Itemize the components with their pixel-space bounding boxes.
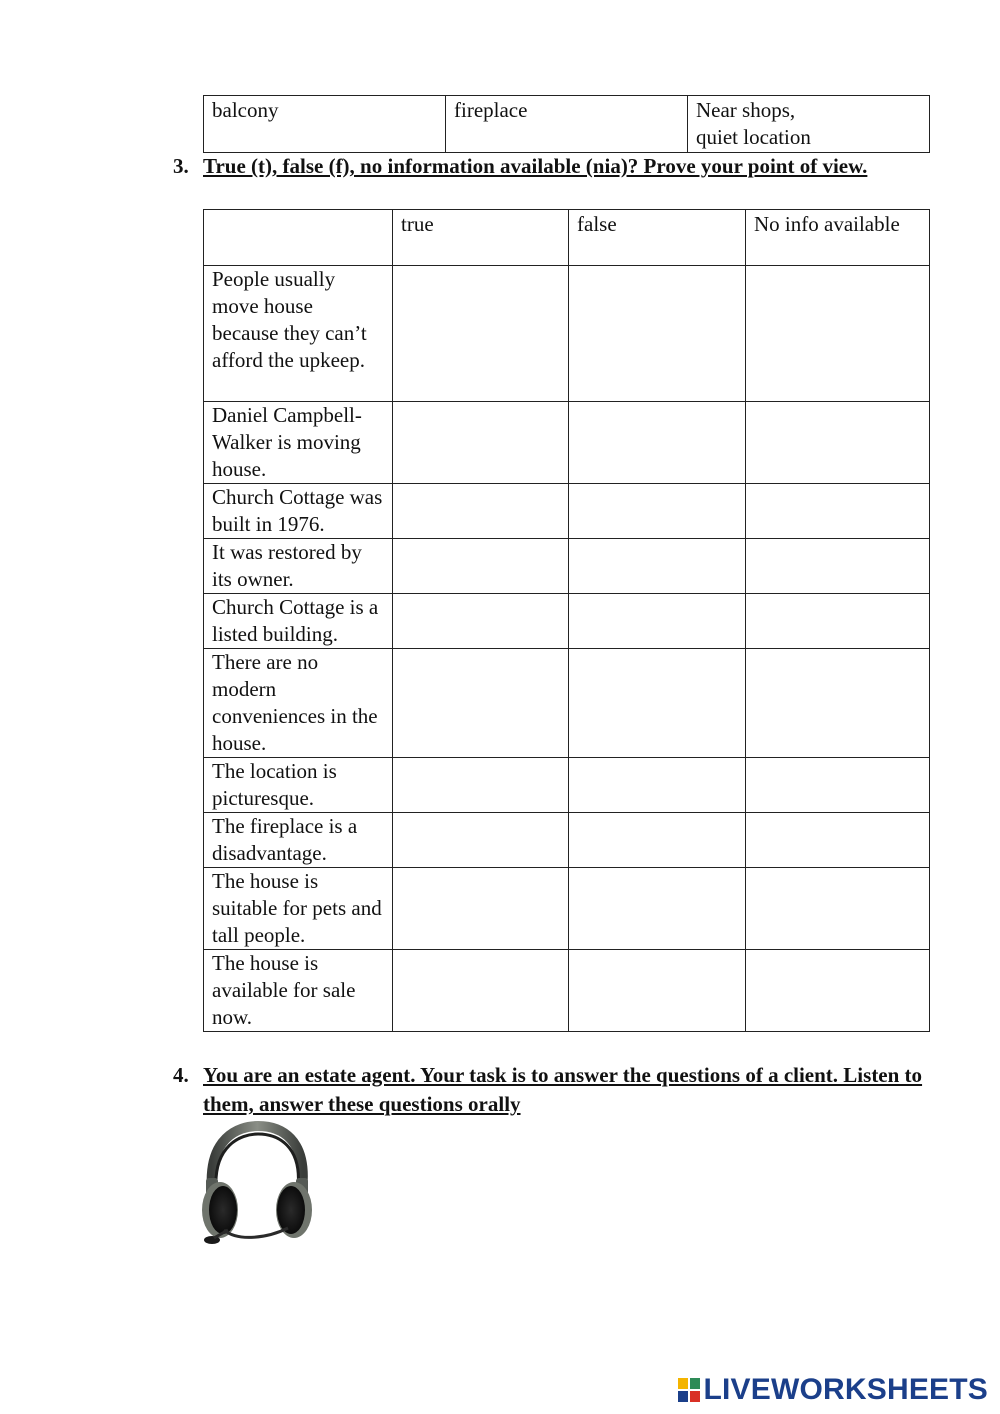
statement-cell: There are no modern conveniences in the house. [204, 649, 393, 758]
table-header-row [204, 210, 930, 266]
answer-true-cell[interactable] [393, 813, 569, 868]
statement-cell: The location is picturesque. [204, 758, 393, 813]
table-row [204, 649, 930, 758]
statement-cell: It was restored by its owner. [204, 539, 393, 594]
table-row [204, 266, 930, 402]
liveworksheets-logo [678, 1372, 989, 1408]
answer-false-cell[interactable] [569, 758, 746, 813]
table-row [204, 484, 930, 539]
amenity-cell-fireplace: fireplace [446, 96, 688, 153]
answer-no-info-cell[interactable] [746, 539, 930, 594]
answer-true-cell[interactable] [393, 402, 569, 484]
answer-false-cell[interactable] [569, 868, 746, 950]
answer-false-cell[interactable] [569, 649, 746, 758]
answer-true-cell[interactable] [393, 539, 569, 594]
answer-no-info-cell[interactable] [746, 594, 930, 649]
answer-true-cell[interactable] [393, 868, 569, 950]
answer-false-cell[interactable] [569, 594, 746, 649]
answer-no-info-cell[interactable] [746, 484, 930, 539]
table-row [204, 539, 930, 594]
header-cell-no-info: No info available [746, 210, 930, 266]
statement-cell: Church Cottage was built in 1976. [204, 484, 393, 539]
answer-true-cell[interactable] [393, 266, 569, 402]
table-row [204, 758, 930, 813]
answer-false-cell[interactable] [569, 266, 746, 402]
table-row [204, 813, 930, 868]
table-row [204, 96, 930, 153]
header-cell-statement [204, 210, 393, 266]
amenities-table [203, 95, 930, 153]
table-row [204, 402, 930, 484]
answer-true-cell[interactable] [393, 649, 569, 758]
answer-true-cell[interactable] [393, 758, 569, 813]
answer-no-info-cell[interactable] [746, 649, 930, 758]
answer-no-info-cell[interactable] [746, 950, 930, 1032]
section-title: You are an estate agent. Your task is to answer the questions of a client. Listen to them, answer these questions orally [203, 1063, 923, 1116]
liveworksheets-mark-icon [678, 1378, 700, 1402]
true-false-table [203, 209, 930, 1032]
table-row [204, 950, 930, 1032]
answer-no-info-cell[interactable] [746, 868, 930, 950]
answer-false-cell[interactable] [569, 539, 746, 594]
answer-true-cell[interactable] [393, 594, 569, 649]
statement-cell: Church Cottage is a listed building. [204, 594, 393, 649]
answer-true-cell[interactable] [393, 950, 569, 1032]
answer-false-cell[interactable] [569, 950, 746, 1032]
answer-false-cell[interactable] [569, 484, 746, 539]
statement-cell: The house is available for sale now. [204, 950, 393, 1032]
answer-no-info-cell[interactable] [746, 402, 930, 484]
statement-cell: The fireplace is a disadvantage. [204, 813, 393, 868]
section-number: 4. [173, 1063, 189, 1087]
brand-name: LIVEWORKSHEETS [703, 1373, 988, 1406]
statement-cell: People usually move house because they can’t afford the upkeep. [204, 266, 393, 402]
answer-false-cell[interactable] [569, 813, 746, 868]
answer-false-cell[interactable] [569, 402, 746, 484]
header-cell-false: false [569, 210, 746, 266]
table-row [204, 594, 930, 649]
section-number: 3. [173, 154, 189, 178]
amenity-cell-balcony: balcony [204, 96, 446, 153]
statement-cell: Daniel Campbell-Walker is moving house. [204, 402, 393, 484]
answer-true-cell[interactable] [393, 484, 569, 539]
answer-no-info-cell[interactable] [746, 758, 930, 813]
answer-no-info-cell[interactable] [746, 266, 930, 402]
amenity-cell-location: Near shops, quiet location [688, 96, 930, 153]
header-cell-true: true [393, 210, 569, 266]
answer-no-info-cell[interactable] [746, 813, 930, 868]
table-row [204, 868, 930, 950]
headphones-icon [198, 1118, 316, 1248]
statement-cell: The house is suitable for pets and tall people. [204, 868, 393, 950]
section-title: True (t), false (f), no information available (nia)? Prove your point of view. [203, 154, 868, 178]
